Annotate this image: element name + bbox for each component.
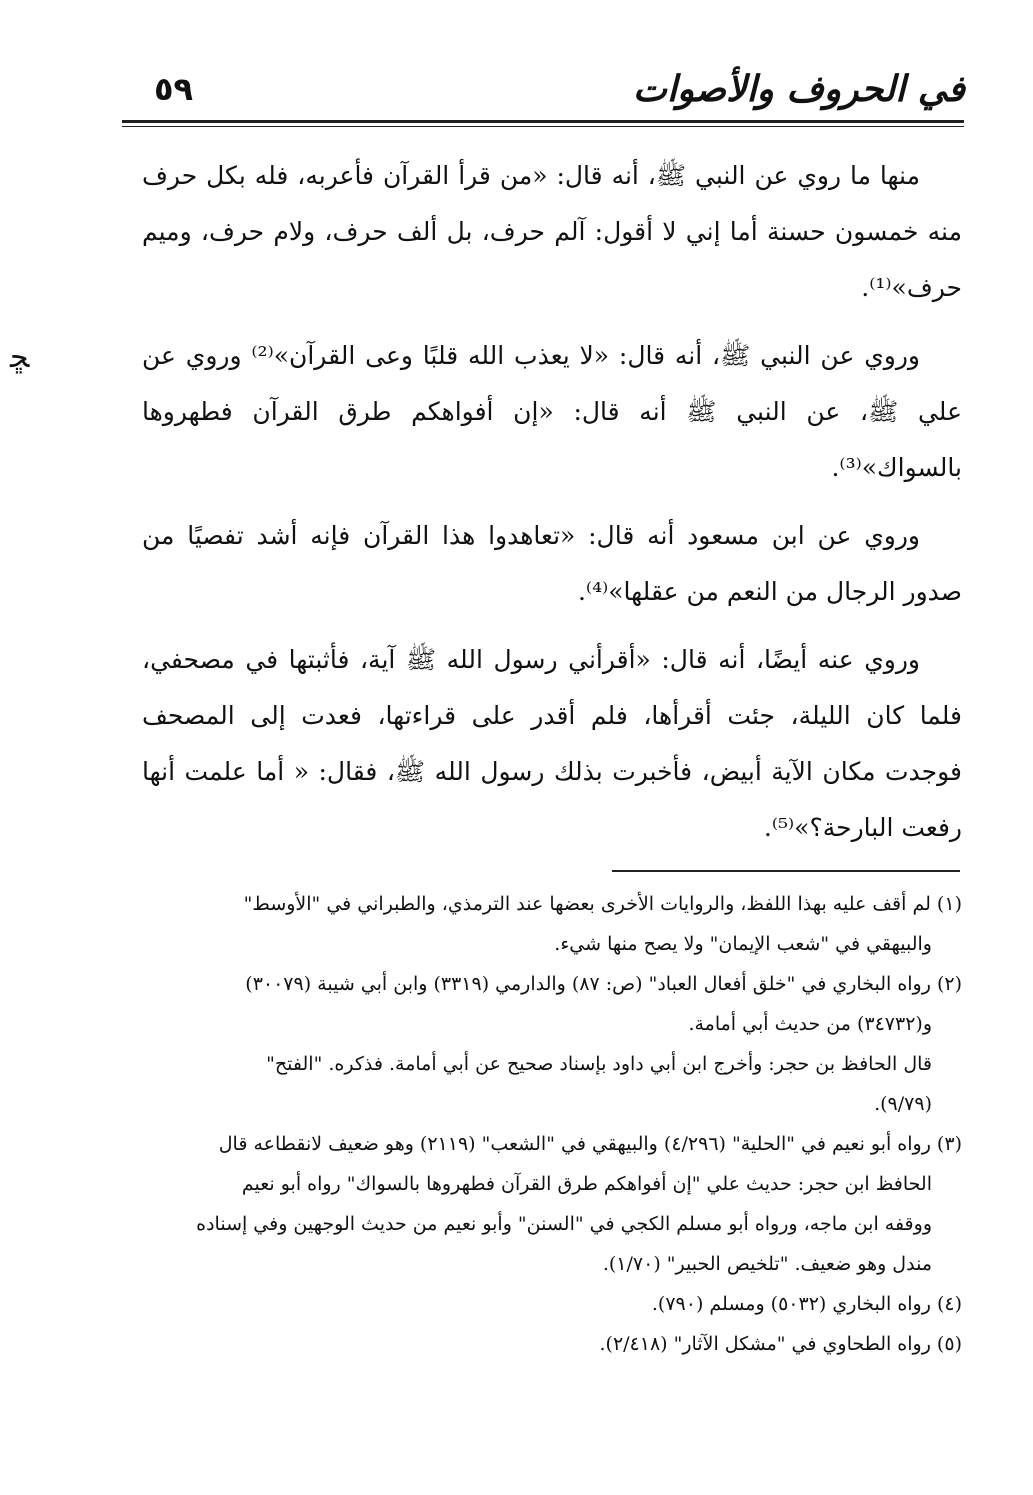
footnote-1-cont: والبيهقي في "شعب الإيمان" ولا يصح منها شيء. — [554, 933, 932, 955]
running-header — [140, 64, 965, 114]
footnote-2-note-cont: (٩/٧٩). — [874, 1093, 932, 1115]
page-number: ٥٩ — [154, 70, 194, 108]
footnote-separator — [612, 870, 960, 872]
paragraph-2: وروي عن النبي ﷺ، أنه قال: «لا يعذب الله قلبًا وعى القرآن»⁽²⁾ وروي عن علي ﷺ، عن النبي ﷺ أنه قال: «إن أفواهكم طرق القرآن فطهروها بالسواك»⁽³⁾. — [142, 341, 962, 482]
paragraph-4: وروي عنه أيضًا، أنه قال: «أقرأني رسول الله ﷺ آية، فأثبتها في مصحفي، فلما كان الليلة، جئت أقرأها، فلم أقدر على قراءتها، فعدت إلى المصحف فوجدت مكان الآية أبيض، فأخبرت بذلك رسول الله ﷺ، فقال: « أما علمت أنها رفعت البارحة؟»⁽⁵⁾. — [142, 645, 962, 842]
footnote-1: (١) لم أقف عليه بهذا اللفظ، والروايات الأخرى بعضها عند الترمذي، والطبراني في "الأوسط" — [243, 893, 962, 915]
footnote-3-line-2: الحافظ ابن حجر: حديث علي "إن أفواهكم طرق القرآن فطهروها بالسواك" رواه أبو نعيم — [241, 1173, 932, 1195]
header-rule-thin — [122, 126, 964, 127]
header-title: في الحروف والأصوات — [632, 68, 965, 110]
footnote-3-line-3: ووقفه ابن ماجه، ورواه أبو مسلم الكجي في "السنن" وأبو نعيم من حديث الوجهين وفي إسناده — [196, 1213, 932, 1235]
footnote-2-note: قال الحافظ بن حجر: وأخرج ابن أبي داود بإسناد صحيح عن أبي أمامة. فذكره. "الفتح" — [266, 1053, 932, 1075]
footnote-3-line-4: مندل وهو ضعيف. "تلخيص الحبير" (١/٧٠). — [602, 1253, 932, 1275]
footnote-4: (٤) رواه البخاري (٥٠٣٢) ومسلم (٧٩٠). — [651, 1293, 962, 1315]
footnote-2: (٢) رواه البخاري في "خلق أفعال العباد" (ص: ٨٧) والدارمي (٣٣١٩) وابن أبي شيبة (٣٠٠٧٩) — [245, 973, 962, 995]
margin-mark: ﮁ — [10, 340, 30, 375]
footnotes — [142, 884, 962, 1364]
paragraph-3: وروي عن ابن مسعود أنه قال: «تعاهدوا هذا القرآن فإنه أشد تفصيًا من صدور الرجال من النعم من عقلها»⁽⁴⁾. — [142, 521, 962, 606]
body-text — [142, 148, 962, 868]
footnote-3: (٣) رواه أبو نعيم في "الحلية" (٤/٢٩٦) والبيهقي في "الشعب" (٢١١٩) وهو ضعيف لانقطاعه قال — [218, 1133, 962, 1155]
footnote-5: (٥) رواه الطحاوي في "مشكل الآثار" (٢/٤١٨). — [599, 1333, 962, 1355]
paragraph-1: منها ما روي عن النبي ﷺ، أنه قال: «من قرأ القرآن فأعربه، فله بكل حرف منه خمسون حسنة أما إني لا أقول: آلم حرف، بل ألف حرف، ولام حرف، وميم حرف»⁽¹⁾. — [142, 161, 962, 302]
header-rule-thick — [122, 120, 964, 123]
footnote-2-cont: و(٣٤٧٣٢) من حديث أبي أمامة. — [688, 1013, 932, 1035]
